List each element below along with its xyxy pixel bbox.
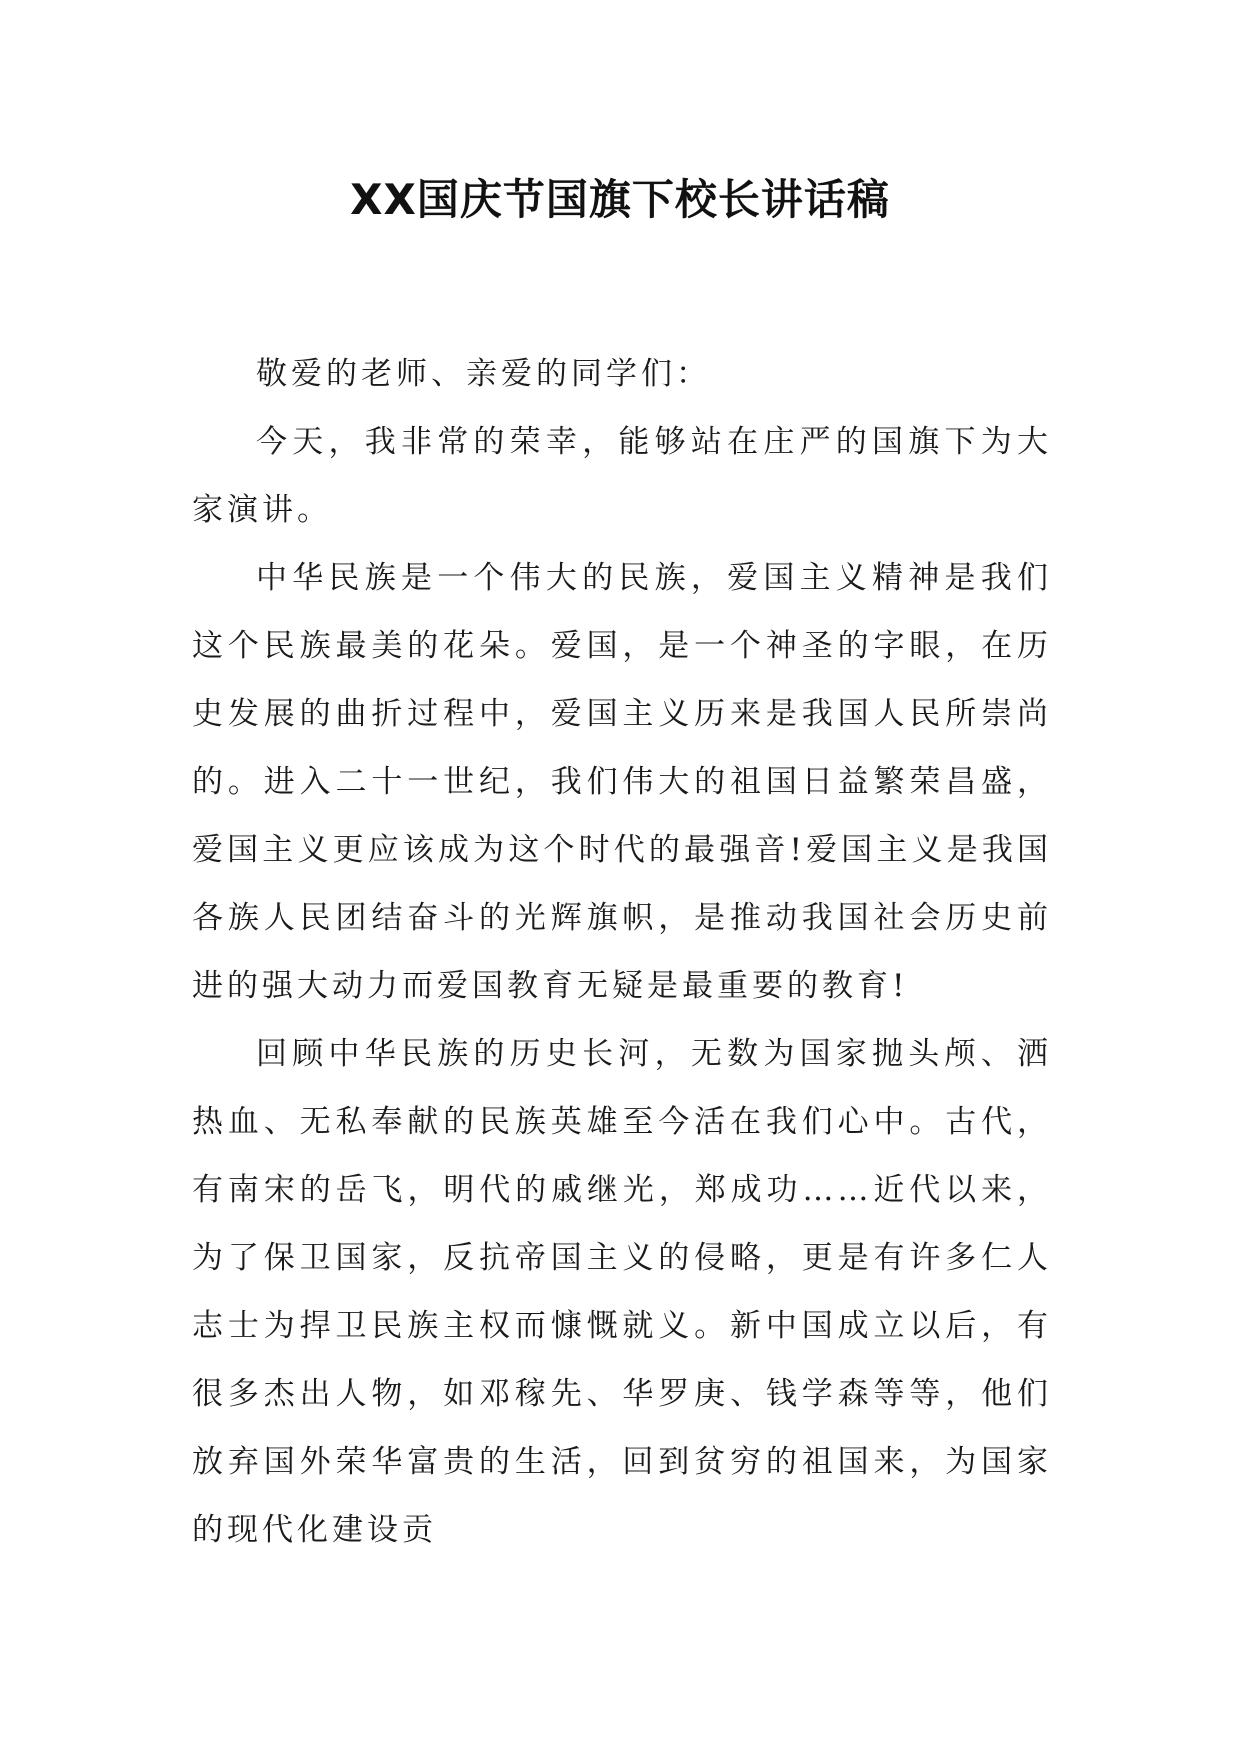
document-body: [192, 340, 1052, 1564]
paragraph-2: 中华民族是一个伟大的民族，爱国主义精神是我们这个民族最美的花朵。爱国，是一个神圣的字眼，在历史发展的曲折过程中，爱国主义历来是我国人民所崇尚的。进入二十一世纪，我们伟大的祖国日益繁荣昌盛，爱国主义更应该成为这个时代的最强音!爱国主义是我国各族人民团结奋斗的光辉旗帜，是推动我国社会历史前进的强大动力而爱国教育无疑是最重要的教育!: [192, 560, 1052, 1004]
paragraph-3: 回顾中华民族的历史长河，无数为国家抛头颅、洒热血、无私奉献的民族英雄至今活在我们心中。古代，有南宋的岳飞，明代的戚继光，郑成功……近代以来，为了保卫国家，反抗帝国主义的侵略，更是有许多仁人志士为捍卫民族主权而慷慨就义。新中国成立以后，有很多杰出人物，如邓稼先、华罗庚、钱学森等等，他们放弃国外荣华富贵的生活，回到贫穷的祖国来，为国家的现代化建设贡: [192, 1036, 1052, 1548]
document-title: XX国庆节国旗下校长讲话稿: [350, 175, 890, 224]
salutation: 敬爱的老师、亲爱的同学们：: [256, 356, 711, 392]
paragraph-1: 今天，我非常的荣幸，能够站在庄严的国旗下为大家演讲。: [192, 424, 1052, 528]
